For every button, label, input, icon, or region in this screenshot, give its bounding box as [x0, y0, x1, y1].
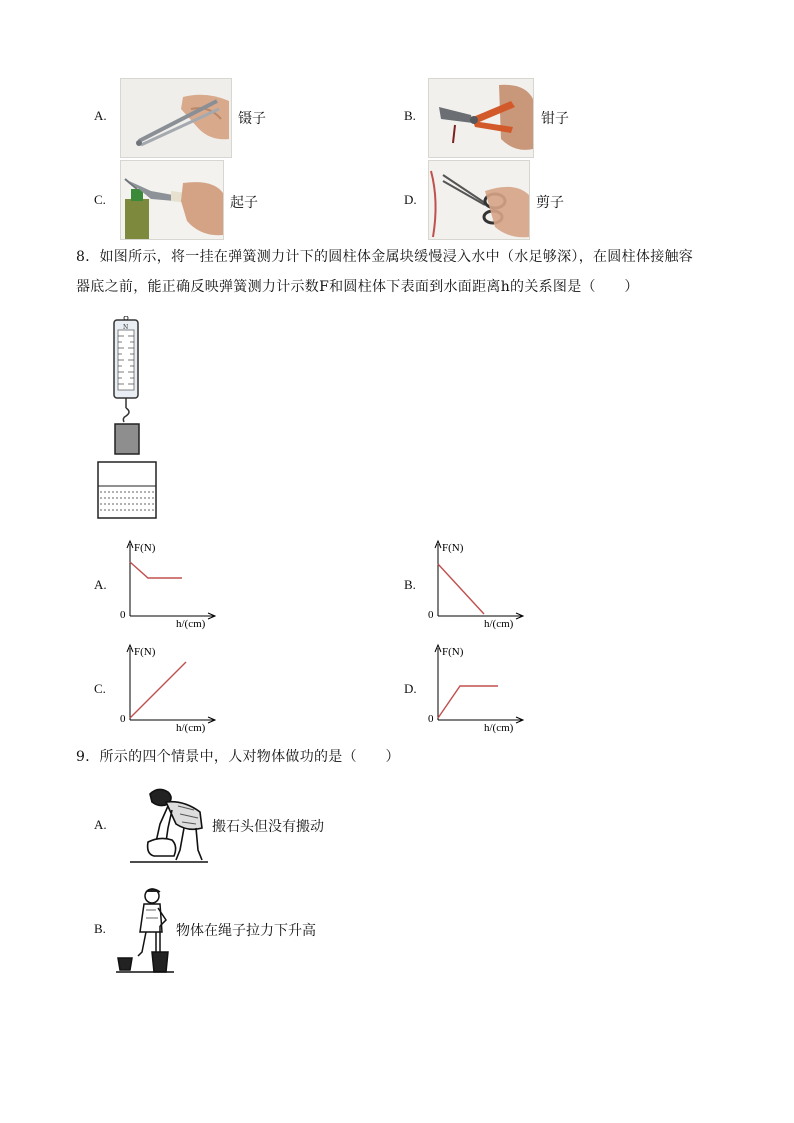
graph-d	[424, 642, 528, 734]
q9-option-a-label: 搬石头但没有搬动	[212, 819, 324, 835]
graph-d-ylabel: F(N)	[442, 646, 464, 658]
q8-option-c-letter: C.	[94, 681, 106, 696]
q7-option-d-letter: D.	[404, 192, 417, 207]
spring-scale-unit: N	[123, 324, 129, 331]
graph-b-xlabel: h/(cm)	[484, 618, 514, 630]
graph-b-curve	[438, 564, 484, 614]
q7-option-b-label: 钳子	[541, 111, 569, 127]
graph-d-curve	[438, 686, 498, 718]
q7-option-a-letter: A.	[94, 108, 107, 123]
water-container	[98, 462, 156, 518]
graph-a-ylabel: F(N)	[134, 542, 156, 554]
q9-option-a-letter: A.	[94, 817, 107, 832]
person-lifting-stone-drawing	[122, 784, 208, 868]
q7-option-b-letter: B.	[404, 108, 416, 123]
q8-stem-line2: 器底之前，能正确反映弹簧测力计示数F和圆柱体下表面到水面距离h的关系图是（ ）	[76, 279, 639, 295]
q7-option-c-label: 起子	[230, 195, 258, 211]
q8-option-d-letter: D.	[404, 681, 417, 696]
q7-option-a-label: 镊子	[238, 111, 266, 127]
q8-stem	[76, 242, 726, 302]
graph-b-ylabel: F(N)	[442, 542, 464, 554]
graph-d-xlabel: h/(cm)	[484, 722, 514, 734]
q7-option-c-letter: C.	[94, 192, 106, 207]
tweezers-photo	[120, 78, 232, 158]
q9-option-b-label: 物体在绳子拉力下升高	[176, 923, 316, 939]
graph-a-curve	[130, 562, 182, 578]
q8-stem-line1: 8．如图所示，将一挂在弹簧测力计下的圆柱体金属块缓慢浸入水中（水足够深），在圆柱体接触容	[76, 249, 694, 265]
q7-option-d-label: 剪子	[536, 195, 564, 211]
graph-c-ylabel: F(N)	[134, 646, 156, 658]
graph-a-xlabel: h/(cm)	[176, 618, 206, 630]
metal-cylinder	[115, 424, 139, 454]
q8-option-b-letter: B.	[404, 577, 416, 592]
bottle-opener-photo	[120, 160, 224, 240]
q9-stem: 9．所示的四个情景中，人对物体做功的是（ ）	[76, 749, 400, 765]
graph-b	[424, 538, 528, 630]
spring-scale-apparatus-figure	[94, 316, 164, 524]
graph-b-origin: 0	[428, 609, 434, 621]
graph-c-xlabel: h/(cm)	[176, 722, 206, 734]
scissors-photo	[428, 160, 530, 240]
pliers-photo	[428, 78, 534, 158]
q8-option-a-letter: A.	[94, 577, 107, 592]
graph-d-origin: 0	[428, 713, 434, 725]
q9-option-b-letter: B.	[94, 921, 106, 936]
graph-c	[116, 642, 220, 734]
graph-c-curve	[130, 662, 186, 718]
person-with-bucket-drawing	[116, 886, 176, 978]
graph-a-origin: 0	[120, 609, 126, 621]
graph-c-origin: 0	[120, 713, 126, 725]
graph-a	[116, 538, 220, 630]
